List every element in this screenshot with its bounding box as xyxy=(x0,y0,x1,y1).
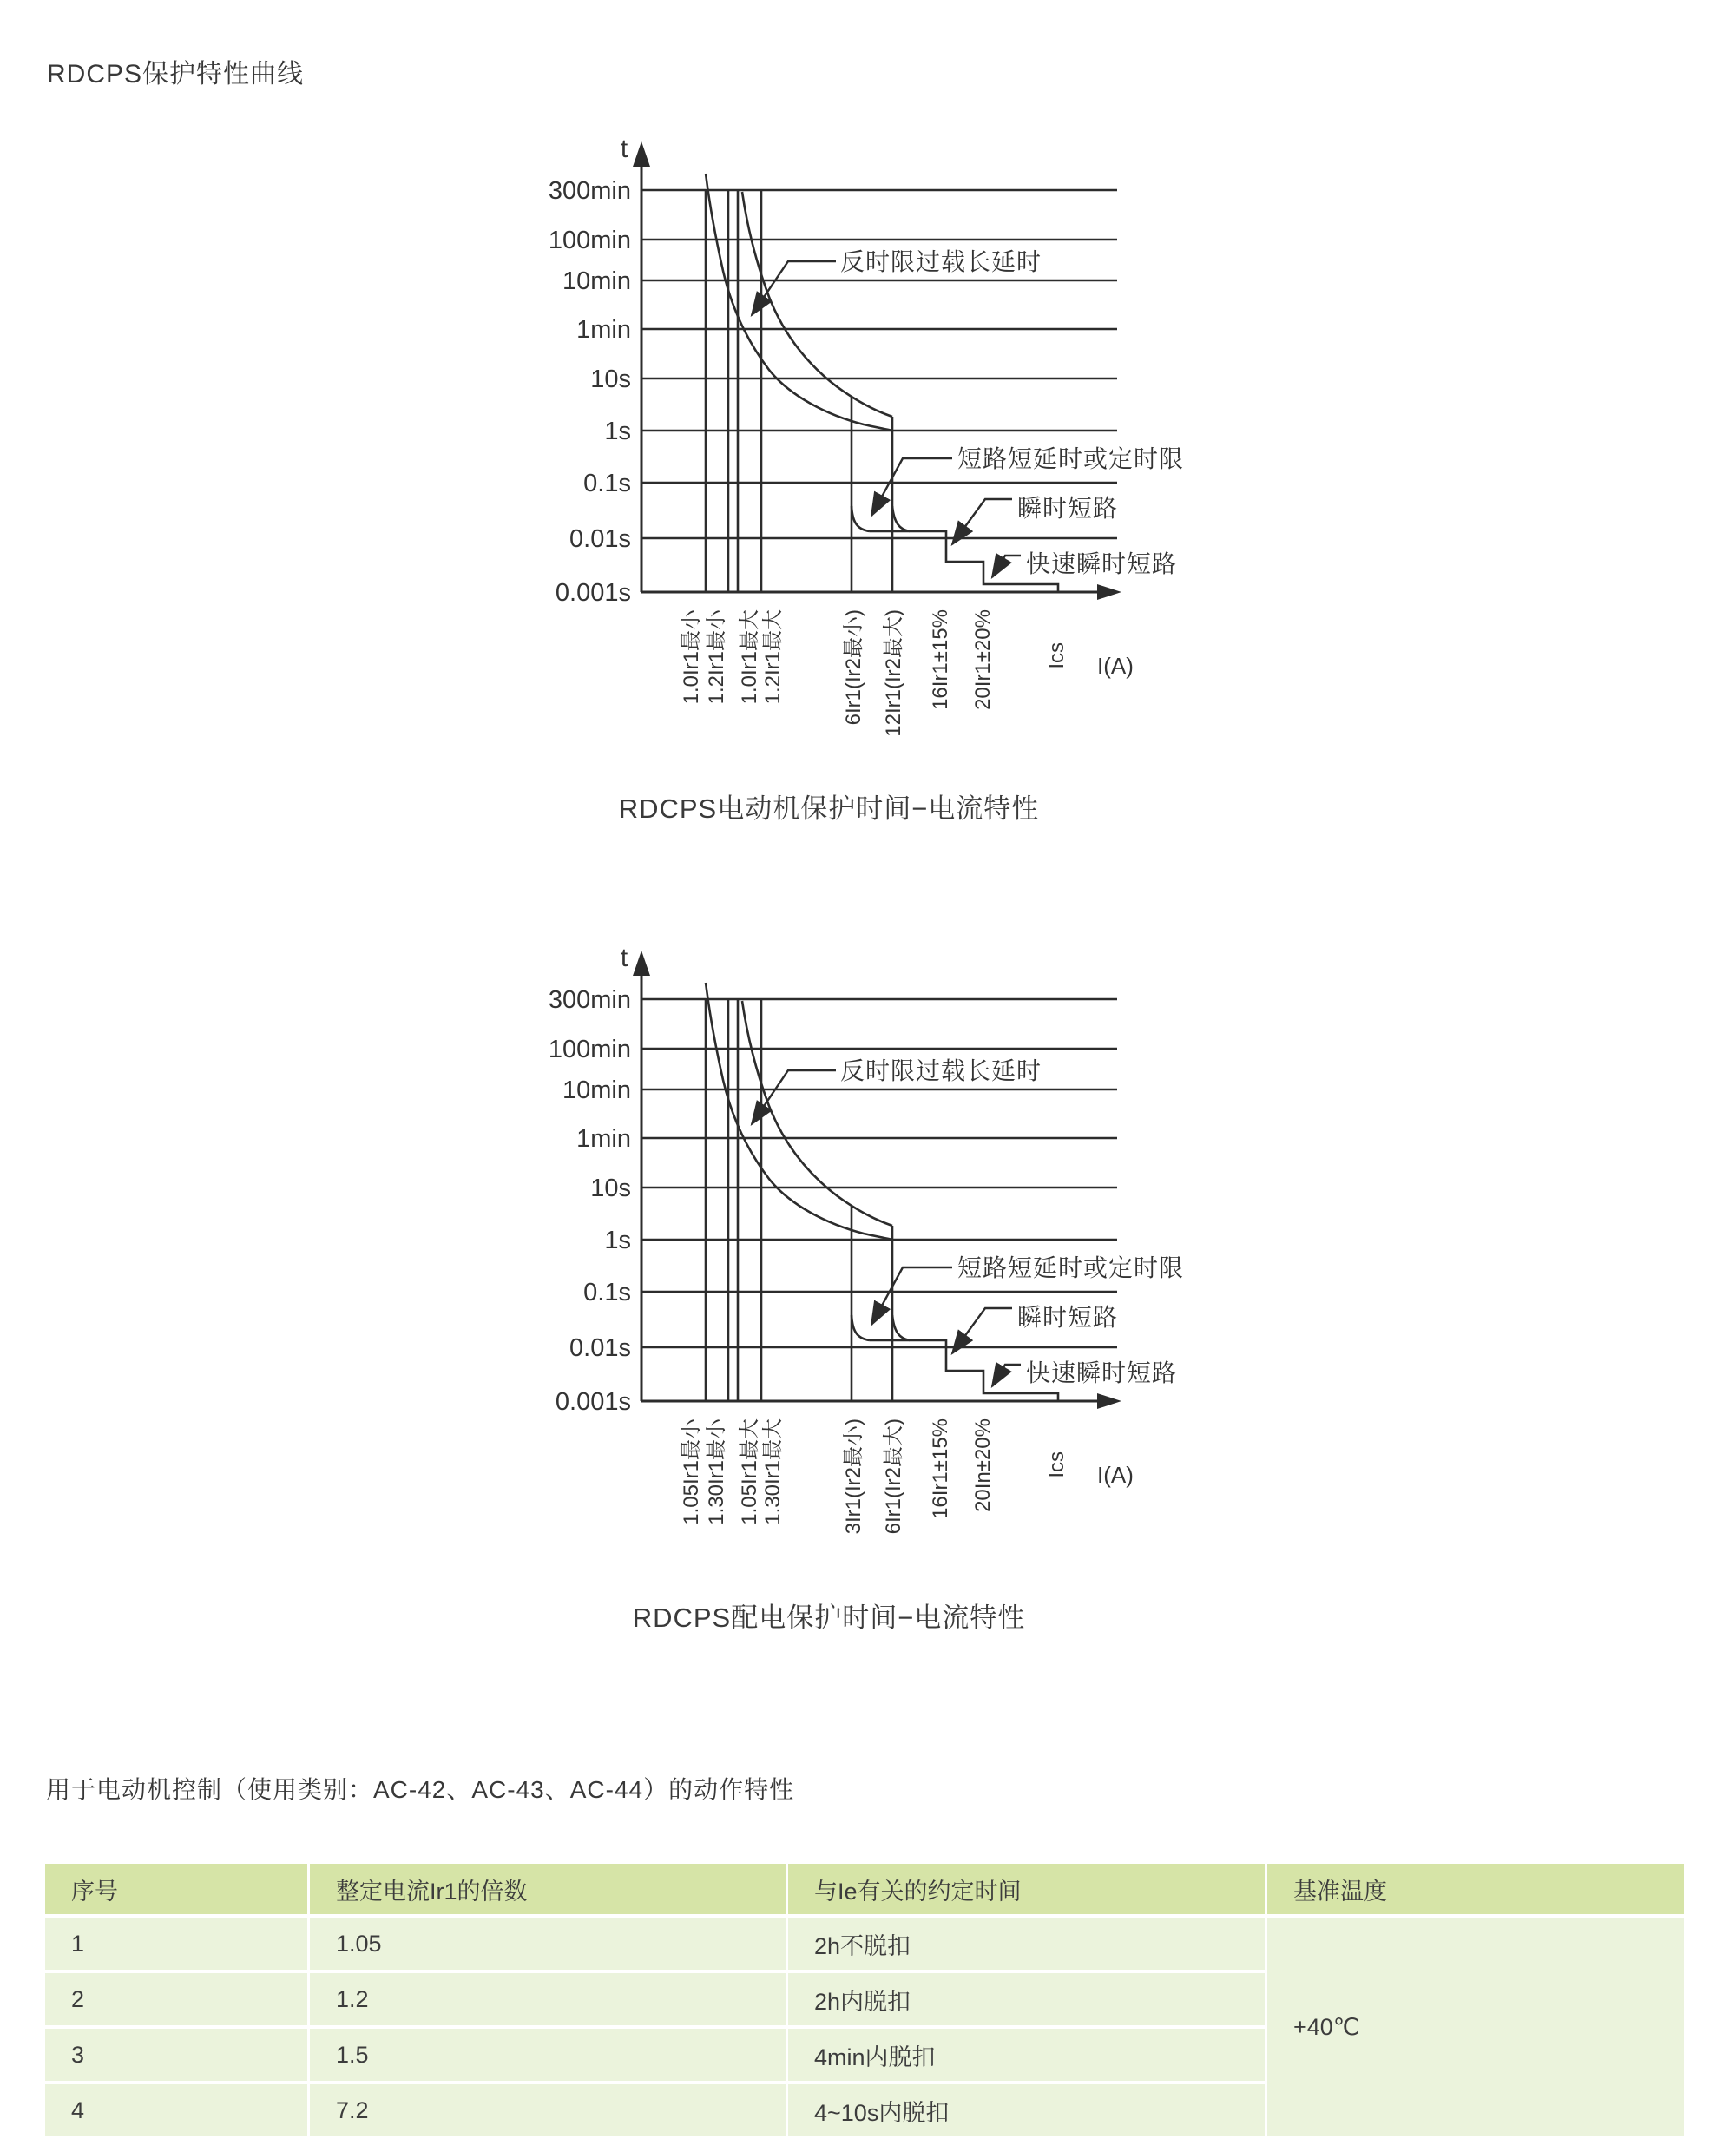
y-axis-tick-label: 0.01s xyxy=(569,1334,631,1362)
table-cell: 3 xyxy=(45,2029,307,2081)
x-axis-tick-label: 1.05Ir1最小 xyxy=(680,1418,703,1525)
table-cell-ref-temperature: +40℃ xyxy=(1267,1918,1684,2136)
y-axis-tick-label: 1s xyxy=(604,1227,631,1254)
x-axis-tick-label: 6Ir1(Ir2最大) xyxy=(882,1418,905,1535)
table-cell: 4 xyxy=(45,2084,307,2136)
x-axis-title: I(A) xyxy=(1097,653,1134,679)
y-axis-arrow-icon xyxy=(633,141,650,167)
y-axis-tick-label: 10s xyxy=(590,1175,631,1202)
y-axis-title: t xyxy=(620,944,628,972)
y-axis-arrow-icon xyxy=(633,951,650,976)
table-cell: 2h内脱扣 xyxy=(788,1973,1265,2025)
callout-label: 瞬时短路 xyxy=(1017,495,1119,522)
x-axis-tick-label: 1.0Ir1最小 xyxy=(680,609,703,705)
inverse-time-curve-max xyxy=(742,192,892,417)
callout-leader xyxy=(752,261,836,315)
table-cell: 1.05 xyxy=(310,1918,786,1970)
chart-1-caption: RDCPS电动机保护时间−电流特性 xyxy=(618,793,1040,824)
section-title: 用于电动机控制（使用类别：AC-42、AC-43、AC-44）的动作特性 xyxy=(46,1776,795,1803)
table-cell: 1.5 xyxy=(310,2029,786,2081)
callout-label: 快速瞬时短路 xyxy=(1026,1359,1178,1386)
x-axis-tick-label: Ics xyxy=(1045,1451,1069,1478)
inverse-time-curve-min xyxy=(706,174,892,431)
table-header-time: 与Ie有关的约定时间 xyxy=(788,1864,1265,1914)
callout-label: 反时限过载长延时 xyxy=(840,1057,1042,1084)
table-cell: 2 xyxy=(45,1973,307,2025)
y-axis-tick-label: 10s xyxy=(590,365,631,393)
table-cell: 7.2 xyxy=(310,2084,786,2136)
y-axis-tick-label: 0.01s xyxy=(569,525,631,553)
y-axis-tick-label: 0.1s xyxy=(583,1279,631,1306)
y-axis-tick-label: 100min xyxy=(548,227,631,254)
x-axis-tick-label: Ics xyxy=(1045,642,1069,669)
x-axis-arrow-icon xyxy=(1097,1393,1121,1409)
distribution-protection-curve-chart xyxy=(521,922,1233,1599)
y-axis-tick-label: 1min xyxy=(576,316,631,344)
operating-characteristics-table xyxy=(45,1864,1684,2136)
y-axis-tick-label: 0.001s xyxy=(555,1388,631,1416)
y-axis-tick-label: 100min xyxy=(548,1036,631,1063)
callout-label: 短路短延时或定时限 xyxy=(957,1254,1185,1281)
x-axis-tick-label: 1.0Ir1最大 xyxy=(738,609,761,705)
table-cell: 2h不脱扣 xyxy=(788,1918,1265,1970)
table-cell: 4min内脱扣 xyxy=(788,2029,1265,2081)
y-axis-tick-label: 10min xyxy=(562,267,631,295)
x-axis-tick-label: 1.2Ir1最小 xyxy=(705,609,728,705)
callout-label: 瞬时短路 xyxy=(1017,1304,1119,1331)
short-delay-hook-right xyxy=(892,506,910,531)
table-cell: 1.2 xyxy=(310,1973,786,2025)
y-axis-tick-label: 1s xyxy=(604,418,631,445)
callout-label: 快速瞬时短路 xyxy=(1026,550,1178,577)
y-axis-tick-label: 0.1s xyxy=(583,470,631,497)
table-header-multiple: 整定电流Ir1的倍数 xyxy=(310,1864,786,1914)
callout-leader xyxy=(752,1070,836,1124)
x-axis-tick-label: 16Ir1±15% xyxy=(929,1418,952,1519)
short-delay-hook-right xyxy=(892,1315,910,1340)
table-header-seq: 序号 xyxy=(45,1864,307,1914)
x-axis-title: I(A) xyxy=(1097,1462,1134,1488)
callout-leader xyxy=(871,1267,952,1325)
page-title: RDCPS保护特性曲线 xyxy=(47,60,305,89)
table-cell: 1 xyxy=(45,1918,307,1970)
y-axis-tick-label: 300min xyxy=(548,177,631,205)
y-axis-tick-label: 10min xyxy=(562,1076,631,1104)
y-axis-tick-label: 300min xyxy=(548,986,631,1014)
callout-label: 反时限过载长延时 xyxy=(840,248,1042,275)
callout-leader xyxy=(992,556,1021,577)
x-axis-tick-label: 1.30Ir1最小 xyxy=(705,1418,728,1525)
callout-leader xyxy=(992,1365,1021,1386)
table-header-temp: 基准温度 xyxy=(1267,1864,1684,1914)
short-delay-hook-left xyxy=(852,506,870,531)
table-cell: 4~10s内脱扣 xyxy=(788,2084,1265,2136)
x-axis-tick-label: 1.2Ir1最大 xyxy=(761,609,785,705)
x-axis-tick-label: 3Ir1(Ir2最小) xyxy=(842,1418,865,1535)
x-axis-arrow-icon xyxy=(1097,584,1121,600)
x-axis-tick-label: 12Ir1(Ir2最大) xyxy=(882,609,905,737)
x-axis-tick-label: 6Ir1(Ir2最小) xyxy=(842,609,865,726)
x-axis-tick-label: 16Ir1±15% xyxy=(929,609,952,710)
inverse-time-curve-max xyxy=(742,1001,892,1226)
x-axis-tick-label: 20In±20% xyxy=(971,1418,995,1512)
y-axis-title: t xyxy=(620,135,628,163)
short-delay-hook-left xyxy=(852,1315,870,1340)
x-axis-tick-label: 1.30Ir1最大 xyxy=(761,1418,785,1525)
y-axis-tick-label: 1min xyxy=(576,1125,631,1153)
callout-label: 短路短延时或定时限 xyxy=(957,445,1185,472)
y-axis-tick-label: 0.001s xyxy=(555,579,631,607)
inverse-time-curve-min xyxy=(706,983,892,1240)
motor-protection-curve-chart xyxy=(521,113,1233,790)
x-axis-tick-label: 1.05Ir1最大 xyxy=(738,1418,761,1525)
callout-leader xyxy=(871,458,952,516)
chart-2-caption: RDCPS配电保护时间−电流特性 xyxy=(632,1602,1026,1633)
x-axis-tick-label: 20Ir1±20% xyxy=(971,609,995,710)
